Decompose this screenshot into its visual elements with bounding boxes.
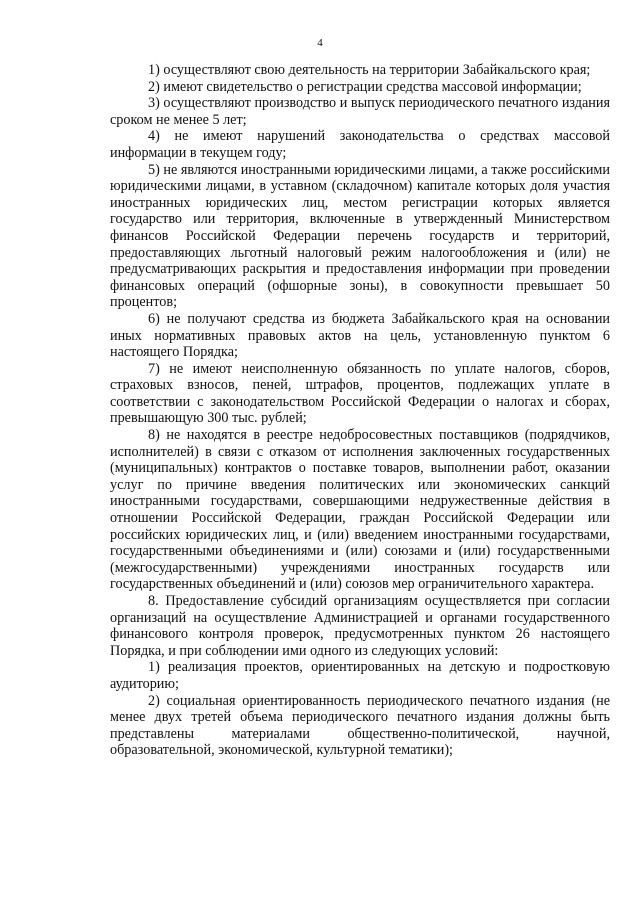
paragraph-condition-2: 2) социальная ориентированность периодического печатного издания (не менее двух третей объема периодического печатного издания должны быть представлены материалами общественно-политической, научной, образовательной, экономической, культурной тематики);: [110, 692, 610, 759]
paragraph-item-5: 5) не являются иностранными юридическими лицами, а также российскими юридическими лицами, в уставном (складочном) капитале которых доля участия иностранных юридических лиц, местом регистрации которых является государство или территория, включенные в утвержденный Министерством финансов Российской Федерации перечень государств и территорий, предоставляющих льготный налоговый режим налогообложения и (или) не предусматривающих раскрытия и предоставления информации при проведении финансовых операций (офшорные зоны), в совокупности превышает 50 процентов;: [110, 161, 610, 311]
paragraph-item-1: 1) осуществляют свою деятельность на территории Забайкальского края;: [148, 62, 591, 78]
paragraph-item-3: 3) осуществляют производство и выпуск периодического печатного издания сроком не менее 5 лет;: [110, 95, 610, 128]
document-body: [110, 62, 610, 759]
paragraph-item-4: 4) не имеют нарушений законодательства о средствах массовой информации в текущем году;: [110, 128, 610, 161]
paragraph-item-6: 6) не получают средства из бюджета Забайкальского края на основании иных нормативных правовых актов на цель, установленную пунктом 6 настоящего Порядка;: [110, 310, 610, 361]
paragraph-item-8: 8) не находятся в реестре недобросовестных поставщиков (подрядчиков, исполнителей) в связи с отказом от исполнения заключенных государственных (муниципальных) контрактов о поставке товаров, выполнении работ, оказании услуг по причине введения политических или экономических санкций иностранными государствами, совершающими недружественные действия в отношении Российской Федерации, граждан Российской Федерации или российских юридических лиц, и (или) введением иностранными государствами, государственными объединениями и (или) союзами и (или) государственными (межгосударственными) учреждениями иностранных государств или государственных объединений и (или) союзов мер ограничительного характера.: [110, 427, 610, 593]
paragraph-item-2: 2) имеют свидетельство о регистрации средства массовой информации;: [148, 78, 582, 95]
page-number: 4: [317, 37, 323, 49]
paragraph-item-7: 7) не имеют неисполненную обязанность по уплате налогов, сборов, страховых взносов, пеней, штрафов, процентов, подлежащих уплате в соответствии с законодательством Российской Федерации о налогах и сборах, превышающую 300 тыс. рублей;: [110, 360, 610, 427]
paragraph-condition-1: 1) реализация проектов, ориентированных на детскую и подростковую аудиторию;: [110, 659, 610, 692]
paragraph-section-8: 8. Предоставление субсидий организациям осуществляется при согласии организаций на осуществление Администрацией и органами государственного финансового контроля проверок, предусмотренных пунктом 26 настоящего Порядка, и при соблюдении ими одного из следующих условий:: [110, 593, 610, 659]
